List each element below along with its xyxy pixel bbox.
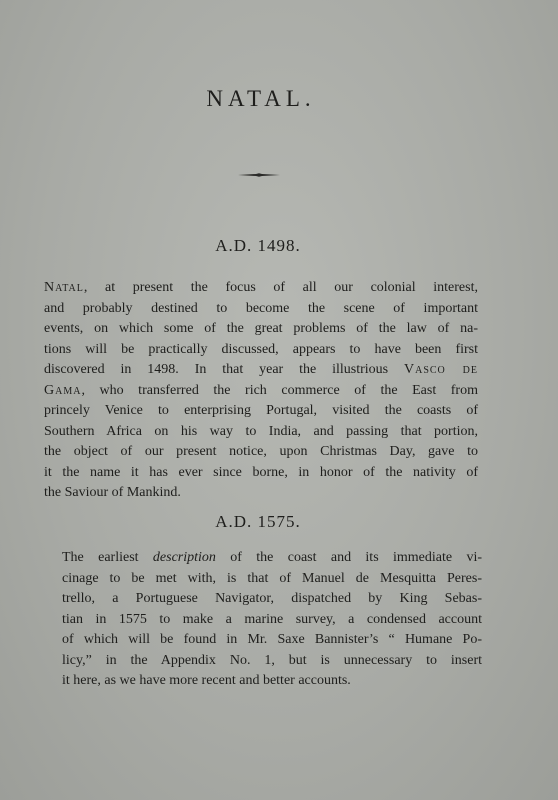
paragraph-1575: [62, 548, 482, 692]
paragraph-line: it the name it has ever since borne, in honor of the nativity of: [44, 464, 478, 480]
paragraph-line: cinage to be met with, is that of Manuel de Mesquitta Peres-: [62, 570, 482, 586]
paragraph-line: and probably destined to become the scene of important: [44, 300, 478, 316]
paragraph-line: the Saviour of Mankind.: [44, 485, 181, 500]
paragraph-line: Natal, at present the focus of all our colonial interest,: [44, 280, 478, 295]
section-heading-1498: A.D. 1498.: [215, 236, 301, 255]
page-title: NATAL.: [206, 86, 316, 111]
paragraph-line: of which will be found in Mr. Saxe Bannister’s “ Humane Po-: [62, 632, 482, 647]
paragraph-line: licy,” in the Appendix No. 1, but is unnecessary to insert: [62, 652, 482, 668]
paragraph-line: trello, a Portuguese Navigator, dispatched by King Sebas-: [62, 591, 482, 606]
paragraph-line: princely Venice to enterprising Portugal, visited the coasts of: [44, 403, 478, 418]
paragraph-line: The earliest description of the coast and its immediate vi-: [62, 550, 482, 565]
paragraph-line: tions will be practically discussed, appears to have been first: [44, 341, 478, 357]
ornament-dash-icon: [238, 173, 280, 177]
section-heading-1575: A.D. 1575.: [215, 512, 301, 531]
ornamental-rule: [238, 173, 280, 176]
paragraph-line: discovered in 1498. In that year the illustrious Vasco de: [44, 362, 478, 377]
paragraph-line: it here, as we have more recent and better accounts.: [62, 673, 351, 688]
paragraph-1498: [44, 278, 478, 504]
paragraph-line: events, on which some of the great problems of the law of na-: [44, 321, 478, 336]
paragraph-line: Gama, who transferred the rich commerce of the East from: [44, 382, 478, 398]
paragraph-line: Southern Africa on his way to India, and passing that portion,: [44, 423, 478, 439]
paragraph-line: the object of our present notice, upon Christmas Day, gave to: [44, 444, 478, 459]
paragraph-line: tian in 1575 to make a marine survey, a condensed account: [62, 611, 482, 627]
